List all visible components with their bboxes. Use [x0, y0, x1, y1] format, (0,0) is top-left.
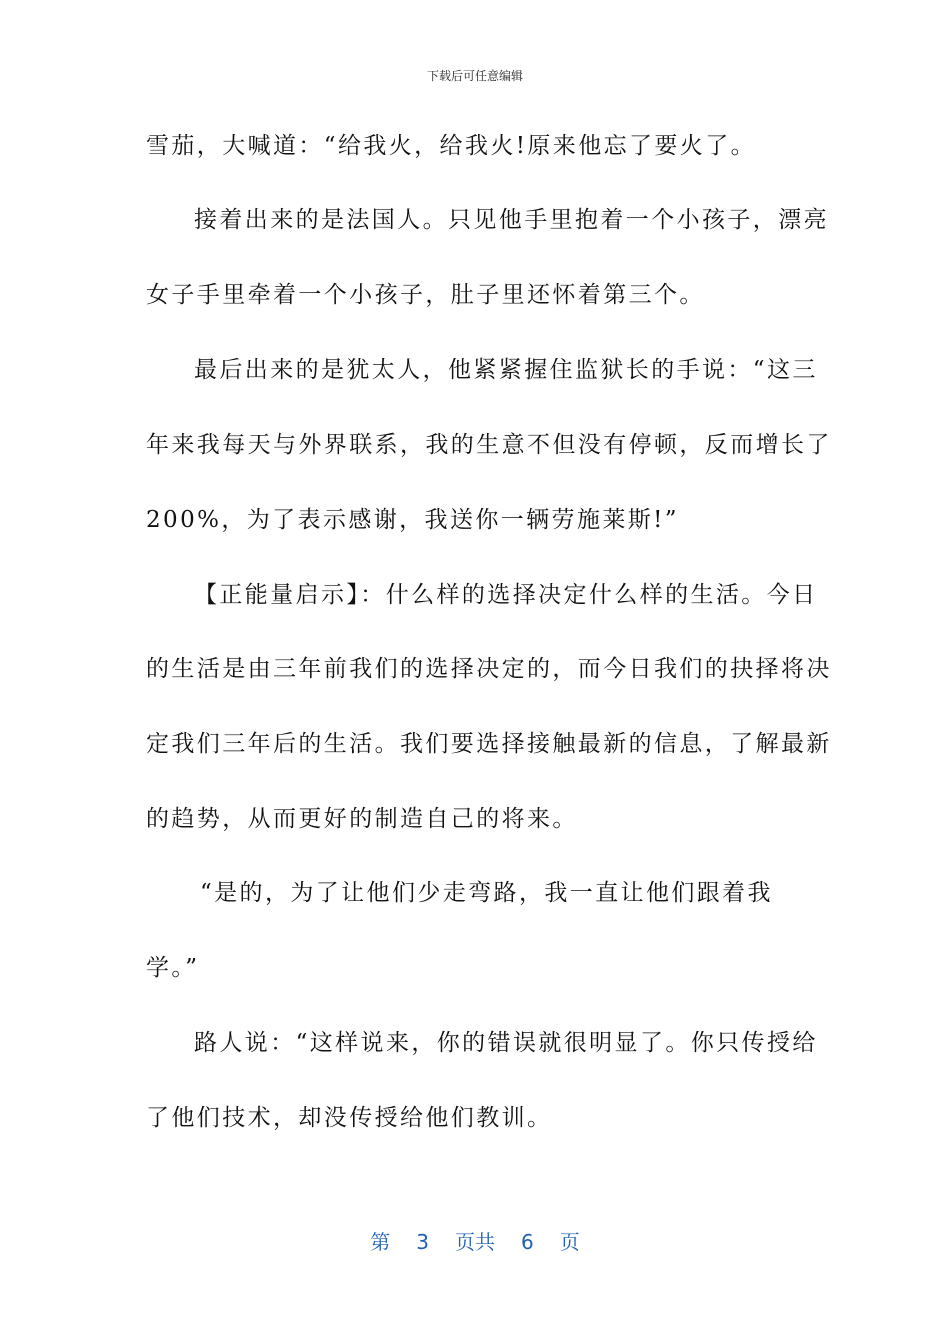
body-line: 的生活是由三年前我们的选择决定的，而今日我们的抉择将决: [146, 656, 832, 682]
page-header-note: 下载后可任意编辑: [426, 69, 523, 83]
body-line: 【正能量启示】：什么样的选择决定什么样的生活。今日: [194, 582, 818, 608]
body-line: “是的，为了让他们少走弯路，我一直让他们跟着我: [200, 880, 773, 906]
body-line: 的趋势，从而更好的制造自己的将来。: [146, 806, 578, 832]
body-line: 路人说：“这样说来，你的错误就很明显了。你只传授给: [194, 1030, 818, 1056]
footer-suffix: 页: [559, 1230, 580, 1254]
body-line: 雪茄，大喊道：“给我火，给我火!原来他忘了要火了。: [146, 133, 757, 159]
body-line: 女子手里牵着一个小孩子，肚子里还怀着第三个。: [146, 282, 705, 308]
body-line: 200%，为了表示感谢，我送你一辆劳施莱斯!”: [146, 507, 679, 533]
total-pages-number: 6: [521, 1230, 534, 1254]
body-line: 了他们技术，却没传授给他们教训。: [146, 1105, 553, 1131]
body-line: 定我们三年后的生活。我们要选择接触最新的信息，了解最新: [146, 731, 832, 757]
body-line: 接着出来的是法国人。只见他手里抱着一个小孩子，漂亮: [194, 207, 829, 233]
footer-prefix: 第: [370, 1230, 391, 1254]
body-line: 最后出来的是犹太人，他紧紧握住监狱长的手说：“这三: [194, 357, 818, 383]
page-footer: [0, 1226, 950, 1255]
body-line: 年来我每天与外界联系，我的生意不但没有停顿，反而增长了: [146, 432, 832, 458]
body-line: 学。”: [146, 955, 200, 981]
footer-middle: 页共: [455, 1230, 495, 1254]
current-page-number: 3: [416, 1230, 429, 1254]
